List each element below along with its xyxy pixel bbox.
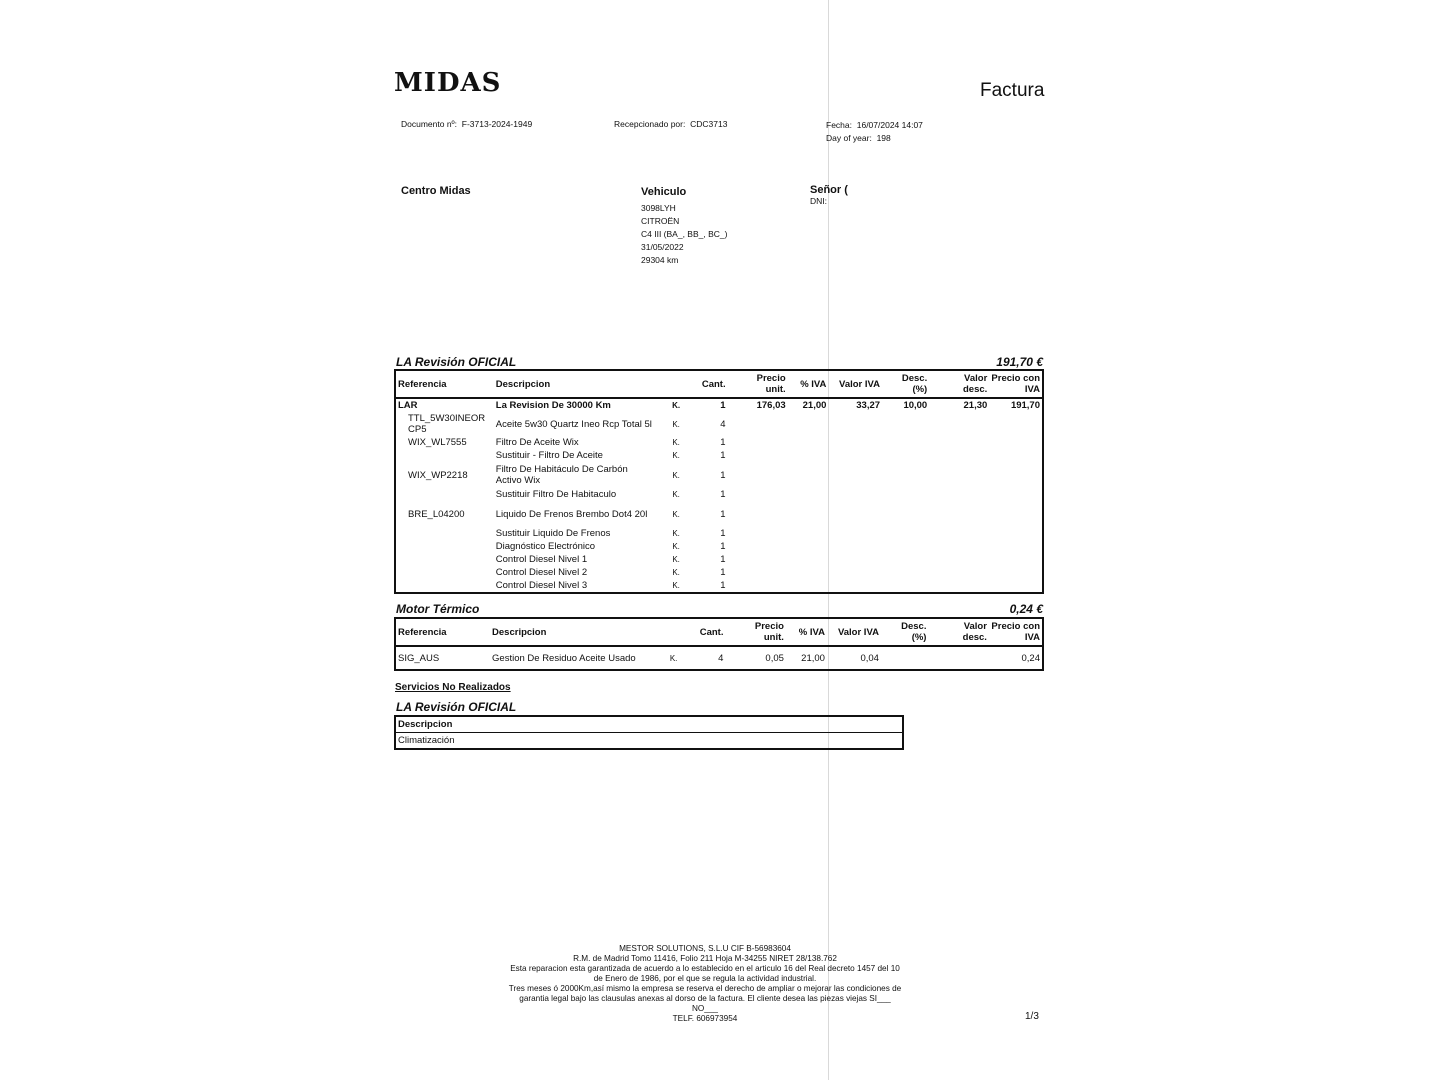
cell-valor_iva: 0,04 [860,652,879,664]
cell-precio: 0,05 [765,652,784,664]
documento-number: Documento nº: F-3713-2024-1949 [401,119,533,129]
cell-total [989,436,1043,449]
midas-logo: MIDAS [394,68,502,98]
cell-precio [728,436,788,449]
cell-desc: Aceite 5w30 Quartz Ineo Rcp Total 5l [495,418,652,430]
cell-dto [882,501,929,527]
table-row [395,540,1043,553]
cell-valor_iva [828,501,882,527]
cell-valor_iva: 33,27 [856,400,881,411]
cell-valor_iva [828,412,882,436]
cell-total [989,449,1043,462]
table-row [395,579,1043,593]
cell-unit: K. [672,438,680,447]
cell-precio [728,501,788,527]
document-title: Factura [980,80,1045,101]
section-title-motor: Motor Térmico [396,602,480,616]
cell-unit: K. [672,470,680,480]
table-row [395,449,1043,462]
cell-dto [882,412,929,436]
cell-iva [788,540,829,553]
cell-unit: K. [672,542,680,551]
cell-dto [882,527,929,540]
cell-total [989,412,1043,436]
cell-valor_desc [928,646,988,670]
cell-desc: Sustituir - Filtro De Aceite [495,450,603,461]
cell-total [989,501,1043,527]
table-row [395,646,1043,670]
cell-desc: Filtro De Aceite Wix [495,437,579,448]
cell-cant: 1 [720,580,726,591]
section-total-revision: 191,70 € [996,355,1043,369]
cell-valor_desc [929,553,989,566]
cell-unit: K. [672,419,680,429]
table-row [395,553,1043,566]
cell-precio [728,579,788,593]
cell-ref [395,553,494,566]
cell-valor_iva [828,488,882,501]
cell-desc: Liquido De Frenos Brembo Dot4 20l [495,508,648,520]
cell-cant: 4 [720,418,726,430]
cell-cant: 4 [718,652,724,664]
page-number: 1/3 [1025,1011,1039,1022]
cell-valor_desc [929,527,989,540]
cell-ref: WIX_WP2218 [408,469,468,481]
cell-dto: 10,00 [903,400,928,411]
cell-cant: 1 [720,400,726,411]
table-row [395,501,1043,527]
cell-total [989,579,1043,593]
cell-dto [882,579,929,593]
cell-precio [728,527,788,540]
cell-dto [882,540,929,553]
cell-iva [788,462,829,488]
cell-desc: Filtro De Habitáculo De Carbón Activo Wix [495,464,628,486]
table-row [395,436,1043,449]
fecha-block: Fecha: 16/07/2024 14:07 Day of year: 198 [826,120,923,143]
cell-total [989,566,1043,579]
cell-iva [788,579,829,593]
cell-ref [395,527,494,540]
cell-precio [728,566,788,579]
cell-precio [728,488,788,501]
cell-valor_iva [828,540,882,553]
cell-desc: La Revision De 30000 Km [495,400,611,411]
cell-total [989,462,1043,488]
cell-unit: K. [672,568,680,577]
cell-ref [395,488,494,501]
cell-valor_desc [929,436,989,449]
dni-label: DNI: [810,196,827,206]
cell-desc: Gestion De Residuo Aceite Usado [492,652,636,664]
centro-title: Centro Midas [401,185,471,197]
table-header-row: Referencia Descripcion Cant. Precio unit. % IVA Valor IVA Desc. (%) Valor desc. Precio con IVA [395,370,1043,398]
cell-dto [882,488,929,501]
cell-ref: BRE_L04200 [408,508,465,520]
cell-total [989,527,1043,540]
cell-precio [728,540,788,553]
cell-total [989,553,1043,566]
vehiculo-km: 29304 km [641,255,679,265]
cell-ref: WIX_WL7555 [408,437,467,448]
servicios-item: Climatización [395,733,903,750]
table-row [395,566,1043,579]
cell-desc: Diagnóstico Electrónico [495,541,596,552]
table-row [395,488,1043,501]
cell-ref [395,540,494,553]
items-table-motor [394,617,1044,671]
cell-valor_desc [929,488,989,501]
cell-total: 0,24 [1021,652,1040,664]
recepcionado-por: Recepcionado por: CDC3713 [614,119,728,129]
cell-iva [788,553,829,566]
cell-valor_desc [929,579,989,593]
cell-cant: 1 [720,528,726,539]
cell-valor_iva [828,449,882,462]
table-row [395,412,1043,436]
cell-precio [728,412,788,436]
cell-desc: Control Diesel Nivel 1 [495,554,588,565]
cell-cant: 1 [720,437,726,448]
cell-unit: K. [669,653,678,663]
cell-dto [882,566,929,579]
cell-precio [728,553,788,566]
cell-iva [788,566,829,579]
footer-legal: MESTOR SOLUTIONS, S.L.U CIF B-56983604 R.M. de Madrid Tomo 11416, Folio 211 Hoja M-34255 NIRET 28/138.762 Esta reparacion esta garantizada de acuerdo a lo establecido en el articulo 16 del Real decreto 1457 del 10 de Enero de 1986, por el que se regula la actividad industrial. Tres meses ó 2000Km,así mismo la empresa se reserva el derecho de ampliar o mejorar las condiciones de garantia legal bajo las clausulas anexas al dorso de la factura. El cliente desea las piezas viejas SI___ NO___ TELF. 606973954 [508,944,902,1023]
cell-cant: 1 [720,508,726,520]
cell-unit: K. [672,555,680,564]
cell-ref: LAR [398,400,418,411]
cell-valor_desc [929,501,989,527]
cell-unit: K. [672,401,681,410]
table-row [395,462,1043,488]
cell-valor_iva [828,579,882,593]
cell-iva [788,449,829,462]
cell-cant: 1 [720,450,726,461]
cell-iva [788,488,829,501]
cell-ref: SIG_AUS [398,652,440,664]
cell-cant: 1 [720,489,726,500]
cell-iva [788,527,829,540]
cell-ref [395,579,494,593]
cell-dto [882,436,929,449]
cell-valor_iva [828,527,882,540]
cell-valor_desc [929,412,989,436]
vehiculo-marca: CITROËN [641,216,680,226]
cell-ref [395,449,494,462]
cell-valor_desc [929,449,989,462]
cell-cant: 1 [720,554,726,565]
cell-desc: Sustituir Liquido De Frenos [495,528,611,539]
cell-iva: 21,00 [802,400,827,411]
cell-desc: Sustituir Filtro De Habitaculo [495,489,617,500]
vehiculo-modelo: C4 III (BA_, BB_, BC_) [641,229,728,239]
cell-valor_iva [828,566,882,579]
cell-valor_desc [929,540,989,553]
cell-desc: Control Diesel Nivel 3 [495,580,588,591]
cell-precio: 176,03 [756,400,786,411]
cell-precio [728,449,788,462]
cell-total [989,488,1043,501]
cell-iva [788,412,829,436]
cell-unit: K. [672,581,680,590]
section-total-motor: 0,24 € [1009,602,1043,616]
servicios-table [394,715,904,750]
vehiculo-title: Vehiculo [641,186,687,198]
section-title-revision: LA Revisión OFICIAL [396,355,517,369]
servicios-subtitle: LA Revisión OFICIAL [396,700,517,714]
cell-valor_iva [828,553,882,566]
cell-unit: K. [672,529,680,538]
cell-cant: 1 [720,469,726,481]
cell-cant: 1 [720,541,726,552]
cell-unit: K. [672,490,680,499]
table-header-row: Referencia Descripcion Cant. Precio unit. % IVA Valor IVA Desc. (%) Valor desc. Precio con IVA [395,618,1043,646]
servicios-title: Servicios No Realizados [395,682,511,693]
items-table-revision [394,369,1044,594]
cell-iva: 21,00 [801,652,825,664]
cell-iva [788,436,829,449]
cell-dto [881,646,929,670]
vehiculo-matricula: 3098LYH [641,203,676,213]
cell-dto [882,553,929,566]
cell-dto [882,449,929,462]
table-row [395,398,1043,412]
cell-iva [788,501,829,527]
cell-dto [882,462,929,488]
cell-ref [395,566,494,579]
cell-valor_iva [828,436,882,449]
cell-total [989,540,1043,553]
vehiculo-block [641,186,727,267]
cell-desc: Control Diesel Nivel 2 [495,567,588,578]
cell-unit: K. [672,509,680,519]
vehiculo-fecha: 31/05/2022 [641,242,684,252]
cell-valor_desc: 21,30 [963,400,988,411]
cell-precio [728,462,788,488]
cell-valor_desc [929,566,989,579]
table-row [395,527,1043,540]
cell-unit: K. [672,451,680,460]
cell-ref: TTL_5W30INEOR CP5 [408,413,486,435]
cliente-block [810,184,848,206]
cell-valor_desc [929,462,989,488]
cell-cant: 1 [720,567,726,578]
cell-total: 191,70 [1010,400,1040,411]
cell-valor_iva [828,462,882,488]
servicios-header: Descripcion [395,716,903,733]
cliente-title: Señor ( [810,184,848,196]
